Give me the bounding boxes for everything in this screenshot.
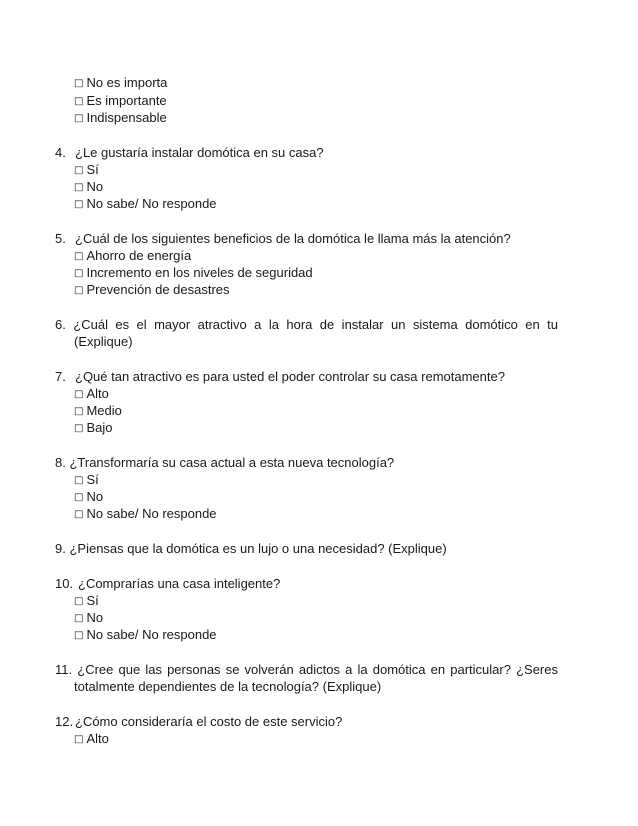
question-number: 9. (55, 541, 66, 556)
option-no-es-importa[interactable] (74, 74, 167, 91)
checkbox-icon: □ (74, 509, 84, 520)
question-9 (55, 540, 447, 557)
option-label: Alto (86, 386, 109, 401)
checkbox-icon: □ (74, 78, 84, 89)
question-6 (55, 316, 558, 333)
question-8 (55, 454, 394, 471)
q5-option-desastres[interactable] (74, 281, 230, 298)
question-10 (55, 575, 280, 592)
question-12 (55, 713, 342, 730)
question-number: 8. (55, 455, 66, 470)
question-text-line1: ¿Cree que las personas se volverán adictos a la domótica en particular? ¿Seres (77, 662, 558, 677)
option-label: Es importante (86, 93, 167, 108)
q7-option-medio[interactable] (74, 402, 122, 419)
question-4 (55, 144, 324, 161)
option-label: Bajo (86, 420, 113, 435)
q10-option-no-sabe[interactable] (74, 626, 217, 643)
q7-option-alto[interactable] (74, 385, 109, 402)
option-label: Indispensable (86, 110, 167, 125)
question-text: ¿Transformaría su casa actual a esta nueva tecnología? (69, 455, 395, 470)
checkbox-icon: □ (74, 268, 84, 279)
question-number: 6. (55, 317, 66, 332)
checkbox-icon: □ (74, 475, 84, 486)
question-number: 10. (55, 576, 74, 591)
option-label: No sabe/ No responde (86, 506, 217, 521)
checkbox-icon: □ (74, 596, 84, 607)
q4-option-si[interactable] (74, 161, 99, 178)
question-number: 5. (55, 231, 66, 246)
option-label: Prevención de desastres (86, 282, 230, 297)
question-number: 7. (55, 369, 66, 384)
option-label: No (86, 179, 104, 194)
checkbox-icon: □ (74, 251, 84, 262)
option-label: No es importa (86, 75, 168, 90)
question-number: 11. (55, 662, 73, 677)
option-label: No (86, 610, 104, 625)
checkbox-icon: □ (74, 285, 84, 296)
checkbox-icon: □ (74, 182, 84, 193)
checkbox-icon: □ (74, 492, 84, 503)
option-label: Medio (86, 403, 122, 418)
option-label: No sabe/ No responde (86, 196, 217, 211)
checkbox-icon: □ (74, 113, 84, 124)
question-5 (55, 230, 511, 247)
question-6-continued: (Explique) (74, 334, 133, 349)
option-label: Incremento en los niveles de seguridad (86, 265, 313, 280)
checkbox-icon: □ (74, 165, 84, 176)
checkbox-icon: □ (74, 630, 84, 641)
question-11-continued: totalmente dependientes de la tecnología? (Explique) (74, 679, 382, 694)
question-text: ¿Cuál de los siguientes beneficios de la domótica le llama más la atención? (75, 231, 511, 246)
q8-option-no[interactable] (74, 488, 103, 505)
q10-option-si[interactable] (74, 592, 99, 609)
checkbox-icon: □ (74, 389, 84, 400)
q5-option-seguridad[interactable] (74, 264, 313, 281)
option-label: Alto (86, 731, 109, 746)
question-text-line1: ¿Cuál es el mayor atractivo a la hora de instalar un sistema domótico en tu (73, 317, 558, 332)
checkbox-icon: □ (74, 406, 84, 417)
question-7 (55, 368, 505, 385)
option-label: No (86, 489, 104, 504)
question-text: ¿Cómo consideraría el costo de este servicio? (75, 714, 343, 729)
checkbox-icon: □ (74, 613, 84, 624)
q12-option-alto[interactable] (74, 730, 109, 747)
option-indispensable[interactable] (74, 109, 167, 126)
checkbox-icon: □ (74, 199, 84, 210)
checkbox-icon: □ (74, 734, 84, 745)
q10-option-no[interactable] (74, 609, 103, 626)
checkbox-icon: □ (74, 423, 84, 434)
question-11 (55, 661, 558, 678)
option-es-importante[interactable] (74, 92, 167, 109)
option-label: Sí (86, 472, 99, 487)
q4-option-no-sabe[interactable] (74, 195, 217, 212)
q8-option-si[interactable] (74, 471, 99, 488)
q7-option-bajo[interactable] (74, 419, 112, 436)
question-text: ¿Piensas que la domótica es un lujo o una necesidad? (Explique) (69, 541, 447, 556)
q5-option-ahorro[interactable] (74, 247, 191, 264)
option-label: Sí (86, 593, 99, 608)
question-text: ¿Le gustaría instalar domótica en su casa? (75, 145, 324, 160)
q8-option-no-sabe[interactable] (74, 505, 217, 522)
question-text: ¿Comprarías una casa inteligente? (78, 576, 281, 591)
option-label: Ahorro de energía (86, 248, 192, 263)
checkbox-icon: □ (74, 96, 84, 107)
question-number: 12. (55, 714, 74, 729)
q4-option-no[interactable] (74, 178, 103, 195)
question-text: ¿Qué tan atractivo es para usted el poder controlar su casa remotamente? (75, 369, 505, 384)
option-label: Sí (86, 162, 99, 177)
question-number: 4. (55, 145, 66, 160)
option-label: No sabe/ No responde (86, 627, 217, 642)
